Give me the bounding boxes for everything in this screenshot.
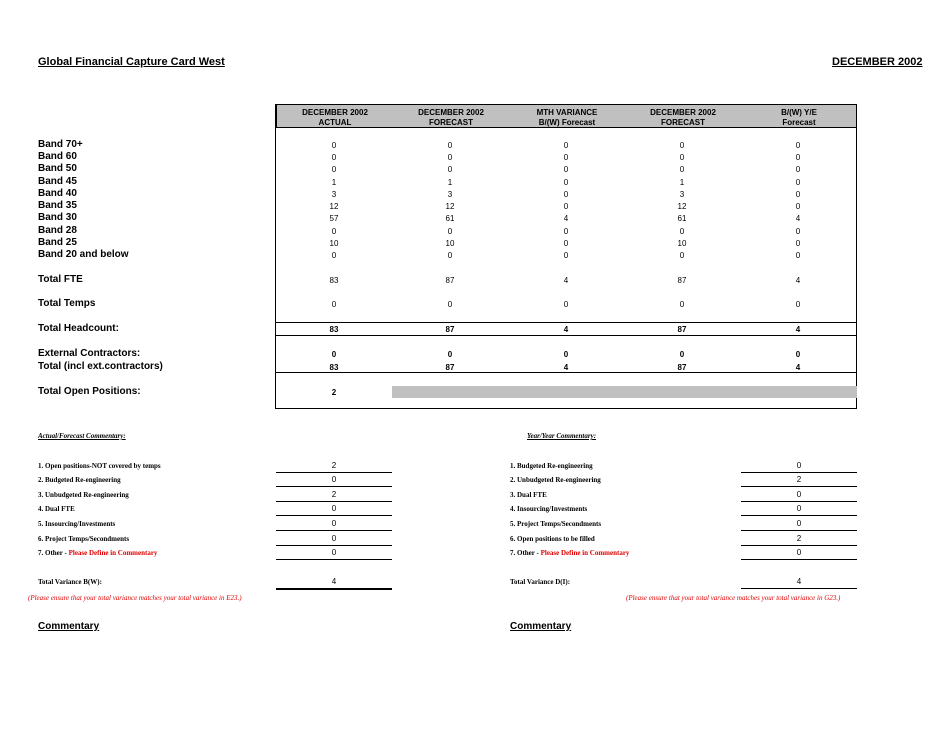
commentary-item-label bbox=[38, 535, 129, 543]
commentary-item-text: 2. Unbudgeted Re-engineering bbox=[510, 476, 601, 484]
table-cell: 0 bbox=[447, 227, 453, 236]
commentary-item-value: 0 bbox=[741, 461, 857, 473]
commentary-item-label bbox=[38, 476, 121, 484]
table-cell: 0 bbox=[563, 350, 569, 359]
row-label: Total (incl ext.contractors) bbox=[38, 361, 163, 372]
define-in-commentary-note: Please Define in Commentary bbox=[68, 549, 158, 557]
table-cell: 3 bbox=[679, 190, 685, 199]
table-cell: 10 bbox=[677, 239, 687, 248]
table-cell: 0 bbox=[447, 350, 453, 359]
table-cell: 4 bbox=[795, 214, 801, 223]
table-cell: 0 bbox=[679, 251, 685, 260]
table-cell: 4 bbox=[563, 363, 569, 372]
table-cell: 87 bbox=[445, 363, 455, 372]
table-cell: 4 bbox=[795, 276, 801, 285]
commentary-item-label bbox=[38, 505, 75, 513]
header-forecast: DECEMBER 2002 FORECAST bbox=[418, 108, 484, 127]
open-positions-shaded-area bbox=[392, 386, 857, 398]
table-cell: 0 bbox=[563, 300, 569, 309]
row-label: Band 35 bbox=[38, 200, 77, 211]
commentary-item-value: 0 bbox=[276, 475, 392, 487]
commentary-item-text: 6. Project Temps/Secondments bbox=[38, 535, 130, 543]
left-commentary-title: Actual/Forecast Commentary: bbox=[38, 432, 126, 440]
left-commentary-heading: Commentary bbox=[38, 621, 100, 632]
left-total-label: Total Variance B(W): bbox=[38, 578, 102, 586]
table-cell: 0 bbox=[563, 141, 569, 150]
separator-line bbox=[276, 322, 857, 323]
separator-line bbox=[276, 335, 857, 336]
commentary-item-label bbox=[510, 491, 547, 499]
commentary-item-label bbox=[510, 476, 601, 484]
commentary-item-label bbox=[38, 462, 161, 470]
row-label: Band 45 bbox=[38, 176, 77, 187]
table-cell: 87 bbox=[677, 325, 687, 334]
table-cell: 0 bbox=[795, 141, 801, 150]
row-label: Total Open Positions: bbox=[38, 386, 141, 397]
header-actual: DECEMBER 2002 ACTUAL bbox=[302, 108, 368, 127]
table-cell: 0 bbox=[563, 239, 569, 248]
row-label: Total Temps bbox=[38, 298, 96, 309]
table-cell: 0 bbox=[331, 141, 337, 150]
table-cell: 4 bbox=[795, 325, 801, 334]
table-cell: 0 bbox=[331, 300, 337, 309]
table-cell: 83 bbox=[329, 276, 339, 285]
commentary-item-label bbox=[38, 549, 157, 557]
table-cell: 2 bbox=[331, 388, 337, 397]
commentary-item-text: 7. Other - bbox=[38, 549, 69, 557]
table-cell: 0 bbox=[795, 350, 801, 359]
commentary-item-value: 0 bbox=[276, 504, 392, 516]
commentary-item-text: 5. Insourcing/Investments bbox=[38, 520, 116, 528]
row-label: Band 70+ bbox=[38, 139, 83, 150]
table-cell: 0 bbox=[679, 153, 685, 162]
table-cell: 0 bbox=[331, 153, 337, 162]
commentary-item-label bbox=[510, 520, 601, 528]
table-cell: 1 bbox=[679, 178, 685, 187]
row-label: Band 50 bbox=[38, 163, 77, 174]
separator-line bbox=[276, 372, 857, 373]
row-label: External Contractors: bbox=[38, 348, 141, 359]
commentary-item-label bbox=[510, 462, 593, 470]
commentary-item-value: 0 bbox=[276, 534, 392, 546]
right-total-label: Total Variance D(I): bbox=[510, 578, 571, 586]
table-cell: 0 bbox=[679, 350, 685, 359]
table-cell: 87 bbox=[445, 276, 455, 285]
table-cell: 61 bbox=[677, 214, 687, 223]
table-cell: 12 bbox=[329, 202, 339, 211]
table-cell: 0 bbox=[679, 165, 685, 174]
header-ye-variance: B/(W) Y/E Forecast bbox=[781, 108, 817, 127]
commentary-item-text: 7. Other - bbox=[510, 549, 541, 557]
table-cell: 4 bbox=[563, 214, 569, 223]
table-cell: 0 bbox=[563, 227, 569, 236]
table-cell: 0 bbox=[447, 251, 453, 260]
table-cell: 87 bbox=[445, 325, 455, 334]
table-cell: 0 bbox=[447, 153, 453, 162]
left-variance-note: (Please ensure that your total variance matches your total variance in E23.) bbox=[28, 594, 242, 602]
row-label: Band 25 bbox=[38, 237, 77, 248]
row-label: Total FTE bbox=[38, 274, 83, 285]
table-cell: 4 bbox=[563, 276, 569, 285]
commentary-item-value: 2 bbox=[741, 475, 857, 487]
table-cell: 4 bbox=[795, 363, 801, 372]
commentary-item-label bbox=[510, 535, 595, 543]
report-period: DECEMBER 2002 bbox=[832, 56, 923, 68]
commentary-item-value: 2 bbox=[276, 490, 392, 502]
table-cell: 0 bbox=[679, 300, 685, 309]
table-cell: 4 bbox=[563, 325, 569, 334]
commentary-item-label bbox=[510, 505, 587, 513]
table-cell: 0 bbox=[795, 227, 801, 236]
commentary-item-text: 4. Dual FTE bbox=[38, 505, 75, 513]
table-cell: 0 bbox=[331, 165, 337, 174]
table-header bbox=[276, 104, 857, 128]
right-total-value: 4 bbox=[741, 577, 857, 589]
table-cell: 0 bbox=[447, 165, 453, 174]
commentary-item-value: 0 bbox=[741, 490, 857, 502]
commentary-item-text: 1. Open positions-NOT covered by temps bbox=[38, 462, 161, 470]
table-cell: 61 bbox=[445, 214, 455, 223]
table-cell: 0 bbox=[795, 165, 801, 174]
table-cell: 0 bbox=[795, 300, 801, 309]
table-cell: 12 bbox=[445, 202, 455, 211]
table-cell: 87 bbox=[677, 276, 687, 285]
row-label: Band 20 and below bbox=[38, 249, 129, 260]
table-cell: 83 bbox=[329, 363, 339, 372]
commentary-item-text: 2. Budgeted Re-engineering bbox=[38, 476, 121, 484]
commentary-item-value: 0 bbox=[741, 519, 857, 531]
table-cell: 1 bbox=[447, 178, 453, 187]
table-cell: 12 bbox=[677, 202, 687, 211]
table-cell: 0 bbox=[563, 190, 569, 199]
table-cell: 10 bbox=[329, 239, 339, 248]
table-cell: 0 bbox=[331, 350, 337, 359]
header-mth-variance: MTH VARIANCE B/(W) Forecast bbox=[536, 108, 598, 127]
commentary-item-value: 0 bbox=[741, 548, 857, 560]
commentary-item-value: 2 bbox=[276, 461, 392, 473]
commentary-item-text: 1. Budgeted Re-engineering bbox=[510, 462, 593, 470]
table-cell: 0 bbox=[795, 202, 801, 211]
row-label: Total Headcount: bbox=[38, 323, 119, 334]
commentary-item-value: 0 bbox=[276, 519, 392, 531]
right-variance-note: (Please ensure that your total variance matches your total variance in G23.) bbox=[626, 594, 841, 602]
left-total-value: 4 bbox=[276, 577, 392, 590]
table-cell: 0 bbox=[331, 251, 337, 260]
commentary-item-label bbox=[510, 549, 629, 557]
table-cell: 0 bbox=[795, 251, 801, 260]
table-cell: 0 bbox=[563, 251, 569, 260]
table-cell: 83 bbox=[329, 325, 339, 334]
commentary-item-value: 0 bbox=[741, 504, 857, 516]
table-cell: 0 bbox=[563, 165, 569, 174]
define-in-commentary-note: Please Define in Commentary bbox=[540, 549, 630, 557]
commentary-item-label bbox=[38, 491, 129, 499]
commentary-item-text: 3. Unbudgeted Re-engineering bbox=[38, 491, 129, 499]
table-cell: 0 bbox=[679, 141, 685, 150]
commentary-item-value: 2 bbox=[741, 534, 857, 546]
table-cell: 1 bbox=[331, 178, 337, 187]
table-cell: 0 bbox=[563, 178, 569, 187]
table-cell: 0 bbox=[679, 227, 685, 236]
row-label: Band 28 bbox=[38, 225, 77, 236]
table-cell: 0 bbox=[447, 300, 453, 309]
table-cell: 3 bbox=[447, 190, 453, 199]
table-cell: 3 bbox=[331, 190, 337, 199]
table-cell: 0 bbox=[795, 153, 801, 162]
commentary-item-text: 3. Dual FTE bbox=[510, 491, 547, 499]
row-label: Band 30 bbox=[38, 212, 77, 223]
table-cell: 0 bbox=[795, 239, 801, 248]
table-cell: 0 bbox=[563, 153, 569, 162]
table-cell: 0 bbox=[331, 227, 337, 236]
table-cell: 0 bbox=[563, 202, 569, 211]
table-cell: 57 bbox=[329, 214, 339, 223]
right-commentary-title: Year/Year Commentary: bbox=[527, 432, 597, 440]
commentary-item-text: 4. Insourcing/Investments bbox=[510, 505, 588, 513]
commentary-item-text: 5. Project Temps/Secondments bbox=[510, 520, 602, 528]
commentary-item-label bbox=[38, 520, 115, 528]
table-cell: 10 bbox=[445, 239, 455, 248]
table-cell: 87 bbox=[677, 363, 687, 372]
commentary-item-value: 0 bbox=[276, 548, 392, 560]
row-label: Band 40 bbox=[38, 188, 77, 199]
table-cell: 0 bbox=[795, 190, 801, 199]
table-cell: 0 bbox=[447, 141, 453, 150]
header-ye-forecast: DECEMBER 2002 FORECAST bbox=[650, 108, 716, 127]
table-cell: 0 bbox=[795, 178, 801, 187]
right-commentary-heading: Commentary bbox=[510, 621, 572, 632]
report-title: Global Financial Capture Card West bbox=[38, 56, 225, 68]
row-label: Band 60 bbox=[38, 151, 77, 162]
commentary-item-text: 6. Open positions to be filled bbox=[510, 535, 595, 543]
